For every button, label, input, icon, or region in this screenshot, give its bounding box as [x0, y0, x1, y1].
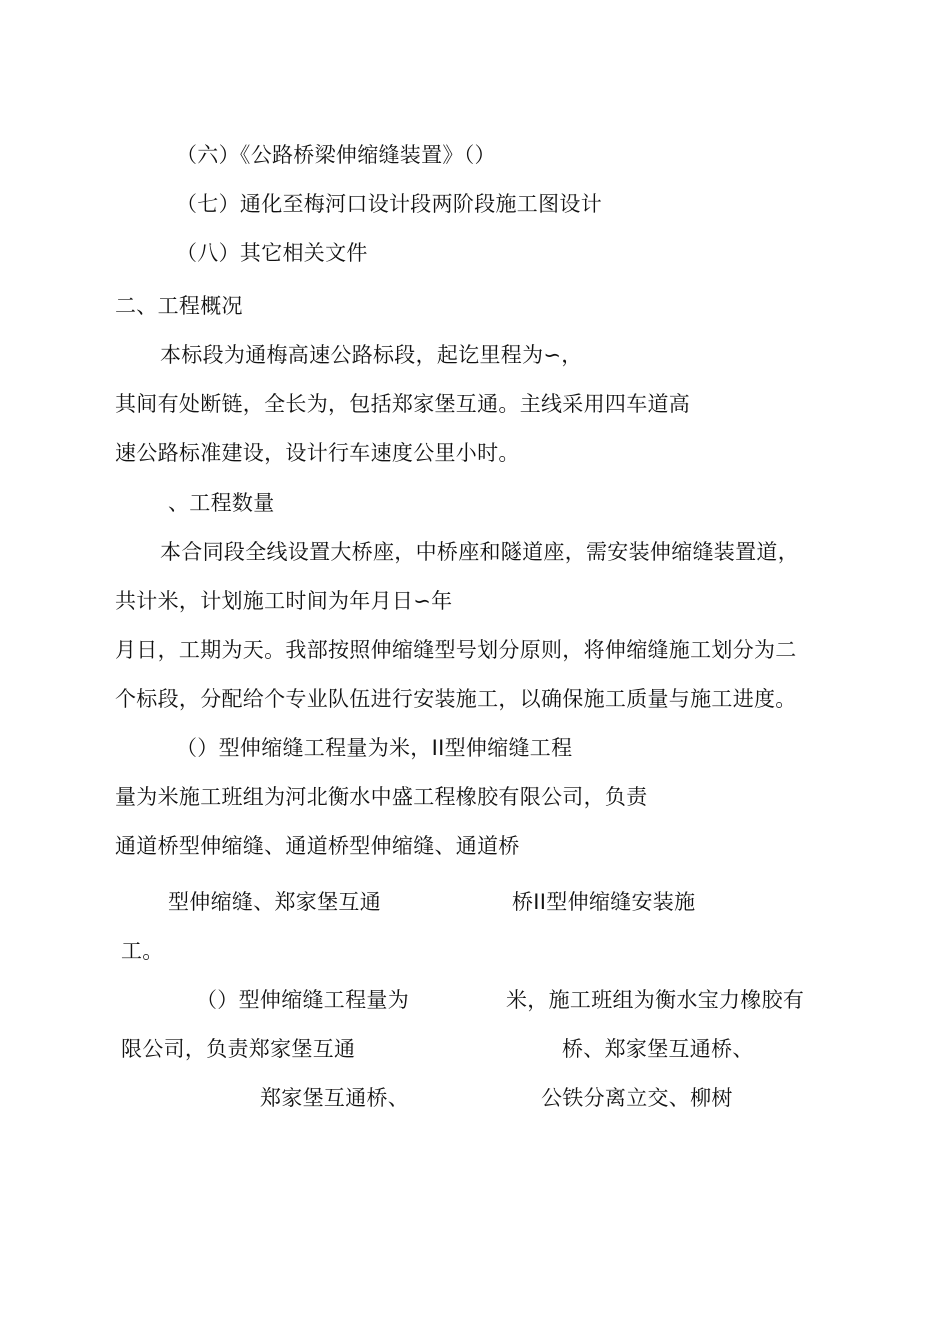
paragraph-line: 本标段为通梅高速公路标段，起讫里程为∽， — [160, 343, 583, 367]
paragraph-line: 本合同段全线设置大桥座，中桥座和隧道座，需安装伸缩缝装置道， — [160, 540, 799, 564]
paragraph-line: （）型伸缩缝工程量为 — [196, 988, 409, 1012]
paragraph-line: 共计米，计划施工时间为年月日∽年 — [115, 589, 453, 613]
section-heading-overview: 二、工程概况 — [115, 294, 243, 318]
paragraph-line: 个标段，分配给个专业队伍进行安装施工，以确保施工质量与施工进度。 — [115, 687, 797, 711]
paragraph-line: 桥、郑家堡互通桥、 — [562, 1037, 754, 1061]
paragraph-line: 速公路标准建设，设计行车速度公里小时。 — [115, 441, 520, 465]
paragraph-line: 量为米施工班组为河北衡水中盛工程橡胶有限公司，负责 — [115, 785, 648, 809]
paragraph-line: 郑家堡互通桥、 — [260, 1086, 410, 1110]
paragraph-line: 公铁分离立交、柳树 — [541, 1086, 733, 1110]
paragraph-line: 限公司，负责郑家堡互通 — [121, 1037, 356, 1061]
section-heading-quantity: 、工程数量 — [168, 491, 275, 515]
paragraph-line: 工。 — [121, 939, 164, 963]
paragraph-line: 其间有处断链，全长为，包括郑家堡互通。主线采用四车道高 — [115, 392, 691, 416]
paragraph-line: 月日，工期为天。我部按照伸缩缝型号划分原则，将伸缩缝施工划分为二 — [115, 638, 797, 662]
list-item-eight: （八）其它相关文件 — [176, 241, 368, 265]
list-item-seven: （七）通化至梅河口设计段两阶段施工图设计 — [176, 192, 602, 216]
paragraph-line: 桥II型伸缩缝安装施 — [512, 890, 696, 914]
paragraph-line: 通道桥型伸缩缝、通道桥型伸缩缝、通道桥 — [115, 834, 520, 858]
paragraph-line: 型伸缩缝、郑家堡互通 — [168, 890, 381, 914]
list-item-six: （六）《公路桥梁伸缩缝装置》（） — [176, 143, 496, 167]
paragraph-line: 米，施工班组为衡水宝力橡胶有 — [506, 988, 805, 1012]
paragraph-line: （）型伸缩缝工程量为米，II型伸缩缝工程 — [176, 736, 573, 760]
